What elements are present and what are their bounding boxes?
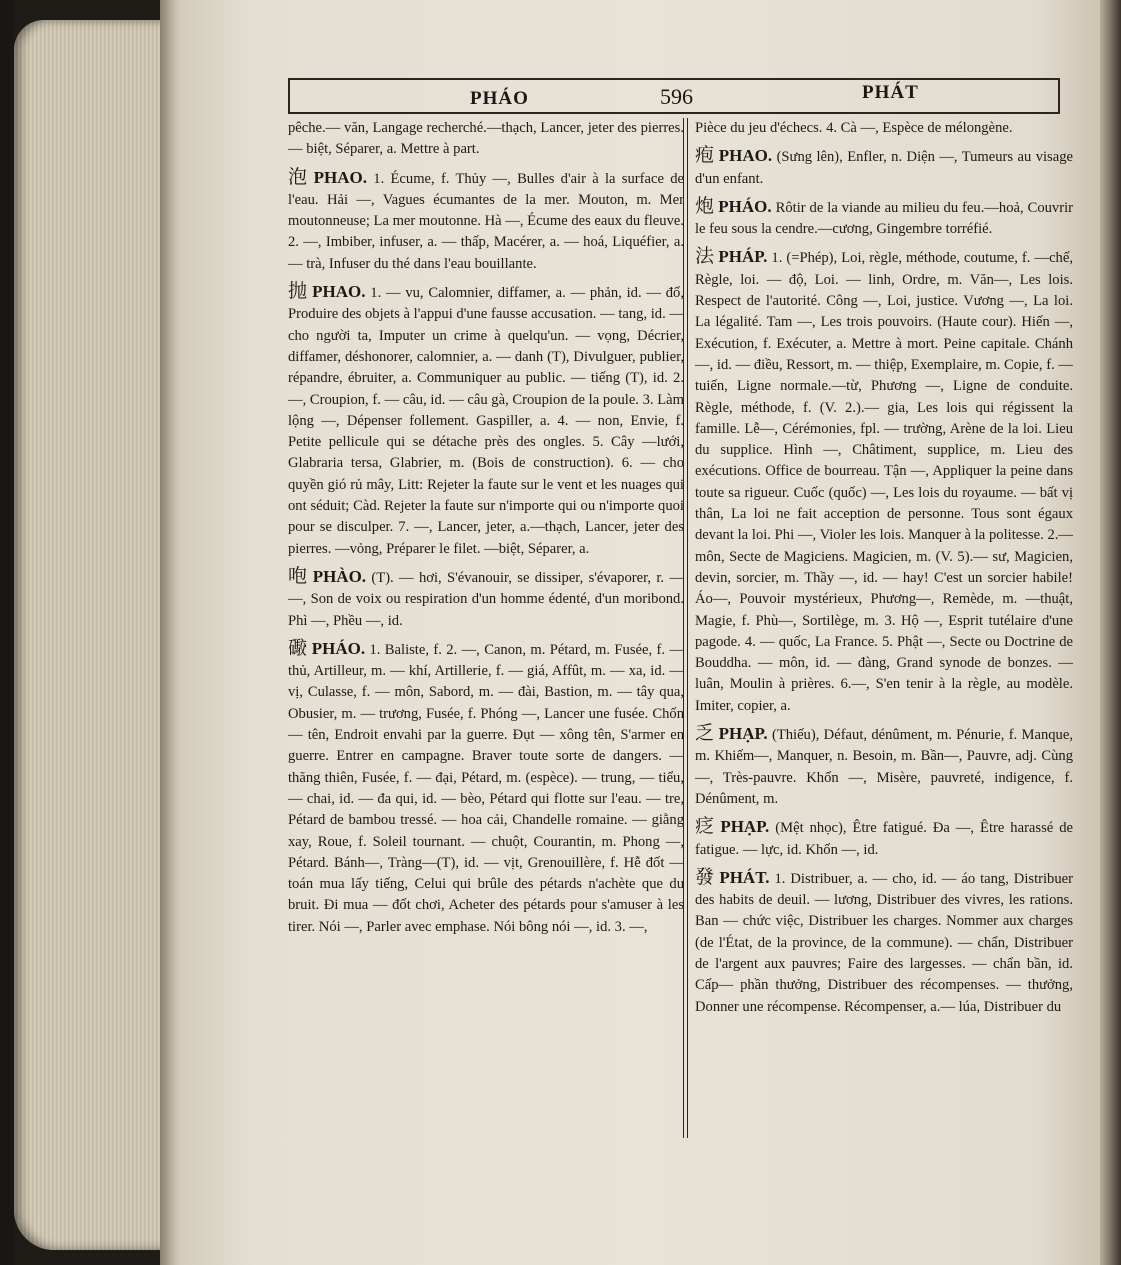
entry-headword: PHÁT. [719, 867, 770, 887]
entry-definition: 1. Écume, f. Thủy —, Bulles d'air à la surface de l'eau. Hải —, Vagues écumantes de la mer. Mouton, m. Mer moutonneuse; La mer moutonne. Hà —, Écume des eaux du fleuve. 2. —, Imbiber, infuser, a. — thấp, Macérer, a. — hoá, Liquéfier, a.— trà, Infuser du thé dans l'eau bouillante. [288, 170, 684, 272]
entry-definition: 1. (=Phép), Loi, règle, méthode, coutume, f. —chế, Règle, loi. — độ, Loi. — linh, Ordre, m. Văn—, Les lois. Respect de l'autorité. Công —, Loi, justice. Vương —, La loi. La légalité. Tam —, Les trois pouvoirs. (Haute cour). Hiến —, Exécution, f. Exécuter, a. Mettre à mort. Peine capitale. Chánh —, id. — điều, Ressort, m. — thiệp, Exemplaire, m. Copie, f. — tuiến, Ligne normale.—từ, Phương —, Ligne de conduite. Règle, méthode, f. (V. 2.).— gia, Les lois qui régissent la famille. Lễ—, Cérémonies, fpl. — trường, Arène de la loi. Lieu du supplice. Hình —, Châtiment, supplice, m. Lieu des exécutions. Office de bourreau. Tận —, Appliquer la peine dans toute sa rigueur. Cuốc (quốc) —, Les lois du royaume. — bất vị thân, La loi ne fait acception de personne. Tous sont égaux devant la loi. Phi —, Violer les lois. Manquer à la politesse. 2.— môn, Secte de Magiciens. Magicien, m. (V. 5).— sư, Magicien, devin, sorcier, m. Thầy —, id. — hay! C'est un sorcier habile! Áo—, Pouvoir mystérieux, Phương—, Remède, m. —thuật, Magie, f. Phù—, Sortilège, m. 3. Hộ —, Esprit tutélaire d'une pagode. 4. — quốc, La France. 5. Phật —, Secte ou Doctrine de Bouddha. — môn, id. — đàng, Grand synode de bonzes. — luân, Moulin à prières. 6.—, S'en tenir à la règle, au modèle. Imiter, copier, a. [695, 250, 1073, 714]
column-divider [683, 118, 688, 1138]
left-column [288, 118, 684, 942]
dictionary-entry [695, 816, 1073, 861]
right-column-intro: Pièce du jeu d'échecs. 4. Cà —, Espèce de mélongène. [695, 120, 1013, 136]
dictionary-entry [695, 723, 1073, 810]
dictionary-entry [288, 167, 684, 275]
entry-definition: (T). — hơi, S'évanouir, se dissiper, s'évaporer, r. — —, Son de voix ou respiration d'un homme édenté, d'un moribond. Phì —, Phều —, id. [288, 569, 684, 629]
entry-character: 炮 [695, 194, 715, 217]
header-right-headword: PHÁT [862, 82, 919, 103]
entry-character: 礮 [288, 636, 308, 659]
dictionary-entry [695, 196, 1073, 241]
dictionary-entry [695, 145, 1073, 190]
entry-headword: PHÁP. [718, 247, 768, 267]
entry-headword: PHAO. [718, 146, 773, 166]
entry-character: 疺 [695, 815, 717, 838]
entry-headword: PHẠP. [718, 724, 768, 744]
entry-character: 法 [695, 245, 715, 268]
page-edges [14, 20, 164, 1250]
entry-character: 疱 [695, 144, 715, 167]
entry-definition: Rôtir de la viande au milieu du feu.—hoả, Couvrir le feu sous la cendre.—cương, Gingembre torréfié. [695, 199, 1073, 238]
page-number: 596 [660, 84, 693, 109]
entry-headword: PHÁO. [718, 196, 772, 216]
dictionary-entry [695, 867, 1073, 1018]
entry-headword: PHÀO. [312, 566, 367, 586]
entry-definition: (Thiếu), Défaut, dénûment, m. Pénurie, f. Manque, m. Khiếm—, Manquer, n. Besoin, m. Bần—, Pauvre, adj. Cùng—, Très-pauvre. Khốn —, Misère, pauvreté, indigence, f. Dénûment, m. [695, 727, 1073, 807]
entry-headword: PHẠP. [720, 817, 770, 837]
entry-character: 抛 [288, 280, 309, 303]
dictionary-entry [288, 566, 684, 632]
entry-definition: 1. Baliste, f. 2. —, Canon, m. Pétard, m. Fusée, f. — thủ, Artilleur, m. — khí, Artillerie, f. — giá, Affût, m. — xa, id. — vị, Culasse, f. — môn, Sabord, m. — đài, Bastion, m. — tây qua, Obusier, m. — trương, Fusée, f. Phóng —, Lancer une fusée. Chốn — tên, Endroit envahi par la guerre. Đụt — xông tên, S'armer en guerre. Entrer en campagne. Braver toute sorte de dangers. — thăng thiên, Fusée, f. — đại, Pétard, m. (espèce). — trung, — tiểu, — chai, id. — đa qui, id. — bèo, Pétard qui flotte sur l'eau. — tre, Pétard de bambou tressé. — hoa cải, Chandelle romaine. — giằng xay, Roue, f. Soleil tournant. — chuột, Courantin, m. Phong —, Pétard. Bánh—, Tràng—(T), id. — vịt, Grenouillère, f. Hễ đốt — toán mua lấy tiếng, Celui qui brûle des pétards n'achète que du bruit. Đi mua — đốt chơi, Acheter des pétards pour s'amuser à les tirer. Nói —, Parler avec emphase. Nói bông nói —, id. 3. —, [288, 641, 684, 935]
entry-headword: PHAO. [312, 282, 366, 302]
book-cover [0, 0, 14, 1265]
entry-headword: PHÁO. [311, 638, 366, 658]
entry-definition: (Mệt nhọc), Être fatigué. Đa —, Être harassé de fatigue. — lực, id. Khốn —, id. [695, 820, 1073, 858]
entry-headword: PHAO. [313, 167, 367, 187]
dictionary-entry [695, 246, 1073, 717]
right-column [695, 118, 1073, 1022]
entry-character: 泡 [288, 165, 310, 188]
page-right-edge [1100, 0, 1121, 1265]
dictionary-entry [288, 638, 684, 938]
entry-character: 咆 [288, 564, 309, 587]
left-column-intro: pêche.— văn, Langage recherché.—thạch, Lancer, jeter des pierres.— biệt, Séparer, a. Mettre à part. [288, 120, 684, 158]
header-left-headword: PHÁO [470, 88, 529, 109]
dictionary-entry [288, 281, 684, 560]
entry-definition: (Sưng lên), Enfler, n. Diện —, Tumeurs au visage d'un enfant. [695, 149, 1073, 187]
entry-character: 發 [695, 865, 716, 888]
entry-definition: 1. — vu, Calomnier, diffamer, a. — phản, id. — đổ, Produire des objets à l'appui d'une fausse accusation. — tang, id. — cho người ta, Imputer un crime à quelqu'un. — vọng, Décrier, diffamer, déshonorer, calomnier, a. — danh (T), Divulguer, publier, répandre, ébruiter, a. Communiquer au public. — tiếng (T), id. 2. —, Croupion, f. — câu, id. — câu gà, Croupion de la poule. 3. Làm lộng —, Dépenser follement. Gaspiller, a. 4. — non, Envie, f. Petite pellicule qui se détache près des ongles. 5. Cây —lưới, Glabraria tersa, Glabrier, m. (Bois de construction). 6. — cho quyền gió rủ mây, Litt: Rejeter la faute sur le vent et les nuages qui ont séduit; Càd. Rejeter la faute sur n'importe qui ou n'importe quoi pour se disculper. 7. —, Lancer, jeter, a.—thạch, Lancer, jeter des pierres. —vỏng, Préparer le filet. —biệt, Séparer, a. [288, 285, 684, 557]
entry-character: 乏 [695, 722, 715, 745]
entry-definition: 1. Distribuer, a. — cho, id. — áo tang, Distribuer des habits de deuil. — lương, Distribuer des vivres, les rations. Ban — chức việc, Distribuer les charges. Nommer aux charges (de l'État, de la province, de la commune). — chẩn, Distribuer de l'argent aux pauvres; Faire des largesses. — chẩn bần, id. Cấp— phần thưởng, Distribuer des récompenses. — thưởng, Donner une récompense. Récompenser, a.— lúa, Distribuer du [695, 870, 1073, 1015]
